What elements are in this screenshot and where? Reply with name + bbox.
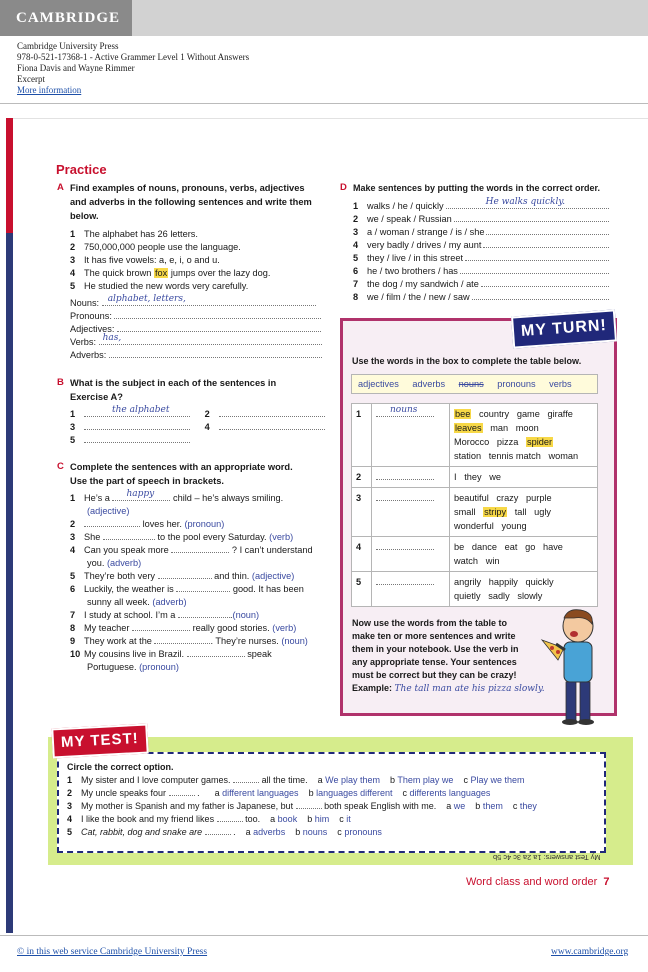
- cambridge-site-link[interactable]: www.cambridge.org: [551, 947, 629, 957]
- my-turn-badge: MY TURN!: [511, 309, 617, 348]
- section-b-letter: B: [57, 377, 64, 388]
- answer-row: 5: [70, 434, 330, 447]
- sentence-item: 3 It has five vowels: a, e, i, o and u.: [70, 255, 220, 265]
- section-a-categories: [70, 294, 322, 362]
- footer-divider: [0, 935, 648, 936]
- book-metadata: [17, 41, 249, 96]
- practice-title: Practice: [56, 162, 107, 177]
- exercise-item: 6 he / two brothers / has: [353, 265, 609, 278]
- exercise-item: 5 they / live / in this street: [353, 252, 609, 265]
- test-item: 4 I like the book and my friend likes too. a book b him c it: [67, 814, 351, 824]
- category-row: Verbs: has,: [70, 336, 322, 349]
- more-information-link[interactable]: More information: [17, 85, 82, 95]
- exercise-item: 9 They work at the . They’re nurses. (noun): [70, 636, 308, 646]
- page-edge-red: [6, 118, 13, 233]
- exercise-item: 4 very badly / drives / my aunt: [353, 239, 609, 252]
- my-test-badge: MY TEST!: [51, 724, 148, 759]
- table-row: 5 angrily happily quickly quietly sadly slowly: [352, 572, 598, 607]
- my-test-instruction: Circle the correct option.: [67, 762, 174, 772]
- highlighted-word: fox: [154, 268, 168, 278]
- section-d-items: [353, 197, 609, 304]
- page-number: 7: [603, 876, 610, 888]
- section-a-letter: A: [57, 182, 64, 193]
- section-a-instruction: Find examples of nouns, pronouns, verbs, adjectives and adverbs in the following sentences and write them below.: [70, 183, 312, 221]
- page-edge-navy: [6, 233, 13, 933]
- word-class-table: [351, 403, 598, 607]
- handwritten-answer: happy: [126, 489, 155, 499]
- table-row: 2 I they we: [352, 467, 598, 488]
- table-row: 4 be dance eat go have watch win: [352, 537, 598, 572]
- handwritten-answer: has,: [102, 333, 122, 343]
- section-b-instruction: What is the subject in each of the sentences in Exercise A?: [70, 378, 277, 402]
- copyright-link[interactable]: © in this web service Cambridge University Press: [17, 947, 208, 957]
- excerpt-label: Excerpt: [17, 74, 45, 84]
- exercise-item: 8 we / film / the / new / saw: [353, 291, 609, 304]
- header-divider: [0, 103, 648, 104]
- handwritten-answer: the alphabet: [112, 405, 170, 415]
- exercise-item: 7 I study at school. I’m a .(noun): [70, 610, 260, 620]
- sentence-item: 4 The quick brown fox jumps over the lazy dog.: [70, 268, 271, 278]
- answer-row: 3 4: [70, 421, 330, 434]
- exercise-item: 3 a / woman / strange / is / she: [353, 226, 609, 239]
- handwritten-answer: alphabet, letters,: [107, 294, 186, 304]
- exercise-item: 1 walks / he / quickly He walks quickly.: [353, 200, 609, 213]
- exercise-item: 4 Can you speak more ? I can’t understand: [70, 545, 313, 555]
- word-box: adjectives adverbs nouns pronouns verbs: [351, 374, 598, 394]
- handwritten-answer: nouns: [390, 405, 418, 415]
- section-c-instruction: Complete the sentences with an appropriate word. Use the part of speech in brackets.: [70, 462, 293, 486]
- my-turn-instruction: Use the words in the box to complete the table below.: [352, 356, 582, 366]
- table-row: 3 beautiful crazy purple small stripy tall ugly wonderful young: [352, 488, 598, 537]
- authors: Fiona Davis and Wayne Rimmer: [17, 63, 135, 73]
- my-test-items: [67, 761, 597, 839]
- exercise-item: 10 My cousins live in Brazil. speak: [70, 649, 272, 659]
- handwritten-answer: He walks quickly.: [485, 197, 566, 207]
- test-item: 5 Cat, rabbit, dog and snake are . a adverbs b nouns c pronouns: [67, 827, 382, 837]
- struck-word: nouns: [458, 379, 484, 389]
- exercise-item: 8 My teacher really good stories. (verb): [70, 623, 297, 633]
- pizza-man-illustration: [538, 608, 610, 726]
- category-row: Adjectives:: [70, 323, 322, 336]
- answer-row: 1 the alphabet 2: [70, 408, 330, 421]
- sentence-item: 2 750,000,000 people use the language.: [70, 242, 241, 252]
- sentence-item: 5 He studied the new words very carefully.: [70, 281, 249, 291]
- cambridge-logo: CAMBRIDGE: [0, 0, 132, 36]
- sentence-item: 1 The alphabet has 26 letters.: [70, 229, 198, 239]
- section-b-answers: [70, 405, 330, 447]
- category-row: Adverbs:: [70, 349, 322, 362]
- section-d-instruction: Make sentences by putting the words in the correct order.: [353, 183, 601, 193]
- category-row: Pronouns:: [70, 310, 322, 323]
- category-row: Nouns: alphabet, letters,: [70, 297, 322, 310]
- section-c-letter: C: [57, 461, 64, 472]
- exercise-item: 1 He’s a happy child – he’s always smiling.: [70, 489, 284, 503]
- exercise-item: 7 the dog / my sandwich / ate: [353, 278, 609, 291]
- isbn-title: 978-0-521-17368-1 - Active Grammer Level 1 Without Answers: [17, 52, 250, 62]
- upside-down-answers: My Test answers: 1a 2a 3c 4c 5b: [493, 852, 601, 862]
- section-c-items: 1 He’s a happy child – he’s always smiling. (adjective) 2 loves her. (pronoun) 3 She to the pool every Saturday. (verb) 4 Can you speak more ? I can’t understand you. (adverb) 5 They’re both very and thin. (adjective) 6 Luckily, the weather is good. It has been sunny all week. (adverb) 7 I study at school. I’m a .(noun) 8 My teacher really good stories. (verb) 9 They work at the . They’re nurses. (noun) 10 My cousins live in Brazil. speak Portuguese. (pronoun): [70, 492, 332, 674]
- table-row: 1 nouns bee country game giraffe leaves man moon Morocco pizza spider station tennis match woman: [352, 404, 598, 467]
- chapter-footer: Word class and word order 7: [466, 876, 610, 888]
- test-item: 2 My uncle speaks four . a different languages b languages different c differents languages: [67, 788, 491, 798]
- handwritten-example: The tall man ate his pizza slowly.: [394, 684, 545, 694]
- publisher: Cambridge University Press: [17, 41, 119, 51]
- my-turn-task: Now use the words from the table to make ten or more sentences and write them in your notebook. Use the verb in any appropriate tense. Your sentences must be correct but they can be crazy! Example: The tall man ate his pizza slowly.: [352, 618, 545, 694]
- test-item: 1 My sister and I love computer games. all the time. a We play them b Them play we c Play we them: [67, 775, 525, 785]
- header-bar: [132, 0, 648, 36]
- test-item: 3 My mother is Spanish and my father is Japanese, but both speak English with me. a we b them c they: [67, 801, 537, 811]
- section-d-letter: D: [340, 182, 347, 193]
- exercise-item: 2 loves her. (pronoun): [70, 519, 225, 529]
- exercise-item: 6 Luckily, the weather is good. It has been: [70, 584, 304, 594]
- section-a-sentences: [70, 228, 270, 293]
- exercise-item: 3 She to the pool every Saturday. (verb): [70, 532, 294, 542]
- exercise-item: 2 we / speak / Russian: [353, 213, 609, 226]
- exercise-item: 5 They’re both very and thin. (adjective): [70, 571, 295, 581]
